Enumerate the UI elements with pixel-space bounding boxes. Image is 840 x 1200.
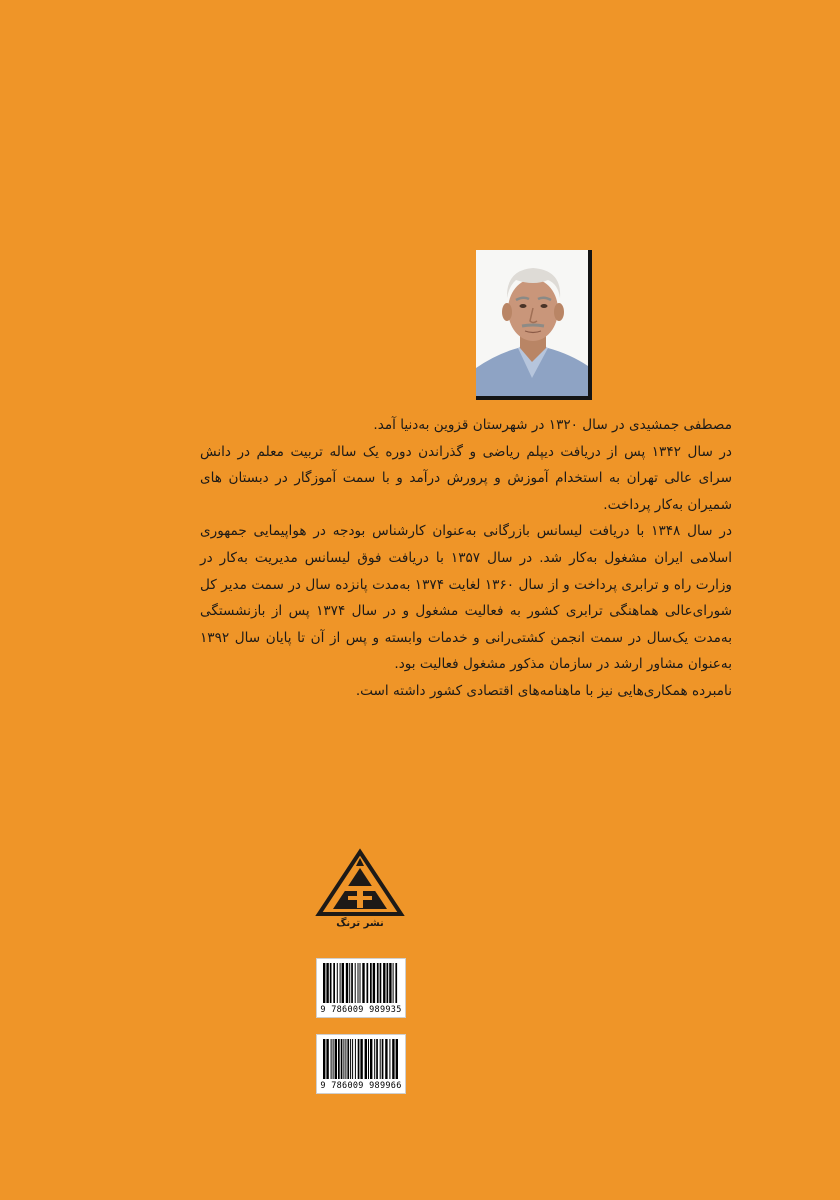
barcode-bar (349, 963, 350, 1003)
barcode-bar (380, 963, 382, 1003)
barcode-bar (346, 963, 348, 1003)
barcode-bar (360, 963, 361, 1003)
barcode-bar (341, 1039, 343, 1079)
barcode-bar (389, 1039, 390, 1079)
barcode-bar (365, 1039, 367, 1079)
barcode-bars (323, 963, 399, 1003)
barcode-bar (383, 963, 385, 1003)
barcode-bar (351, 963, 353, 1003)
barcode-bar (333, 963, 335, 1003)
barcode-bar (392, 1039, 394, 1079)
barcode-bar (342, 963, 344, 1003)
author-portrait-icon (476, 250, 588, 396)
barcode-number: 9 786009 989966 (320, 1081, 402, 1091)
barcode-bar (340, 963, 341, 1003)
barcode-bar (358, 1039, 360, 1079)
barcode-bar (396, 1039, 398, 1079)
barcode-bar (389, 963, 391, 1003)
author-photo (476, 250, 588, 396)
barcode-bar (330, 963, 332, 1003)
barcode-bar (374, 1039, 375, 1079)
author-photo-frame (476, 250, 592, 400)
barcode-bar (355, 1039, 356, 1079)
barcode-bar (326, 963, 328, 1003)
barcode-bar (360, 1039, 362, 1079)
bio-paragraph: مصطفی جمشیدی در سال ۱۳۲۰ در شهرستان قزوین به‌دنیا آمد. (373, 417, 732, 433)
barcode-bar (331, 1039, 332, 1079)
barcode-bar (350, 1039, 351, 1079)
bio-paragraph: نامبرده همکاری‌هایی نیز با ماهنامه‌های اقتصادی کشور داشته است. (355, 682, 732, 699)
barcode-bar (333, 1039, 334, 1079)
barcode-bar (337, 963, 338, 1003)
barcode-bar (370, 963, 372, 1003)
barcode-2 (316, 1034, 406, 1094)
barcode-bar (323, 1039, 325, 1079)
barcode-1 (316, 958, 406, 1018)
barcode-bar (343, 1039, 344, 1079)
barcode-bar (370, 1039, 372, 1079)
barcode-bar (358, 963, 359, 1003)
barcode-bar (352, 1039, 353, 1079)
barcode-bar (376, 1039, 378, 1079)
barcode-bar (368, 1039, 369, 1079)
barcode-bar (355, 963, 356, 1003)
bio-paragraph: در سال ۱۳۴۲ پس از دریافت دیپلم ریاضی و گذراندن دوره یک ساله تربیت معلم در دانش سرای عالی تهران به استخدام آموزش و پرورش درآمد و با سمت آموزگار در دبستان های شمیران به‌کار پرداخت. (200, 443, 732, 513)
barcode-bar (338, 1039, 340, 1079)
barcode-bar (373, 963, 375, 1003)
barcode-bar (335, 1039, 337, 1079)
publisher-name: نشر ترنگ (336, 918, 384, 929)
barcode-bar (385, 1039, 387, 1079)
barcode-number: 9 786009 989935 (320, 1005, 402, 1015)
barcode-bar (323, 963, 325, 1003)
barcode-bar (326, 1039, 328, 1079)
barcode-bar (393, 963, 394, 1003)
barcode-bar (380, 1039, 381, 1079)
barcode-bar (345, 1039, 346, 1079)
barcode-bar (377, 963, 379, 1003)
barcode-bar (395, 963, 397, 1003)
barcode-bar (367, 963, 369, 1003)
barcode-bar (347, 1039, 349, 1079)
barcode-bars (323, 1039, 399, 1079)
barcode-bar (382, 1039, 384, 1079)
author-biography (200, 412, 732, 705)
barcode-bar (362, 963, 364, 1003)
barcode-bar (387, 963, 389, 1003)
bio-paragraph: در سال ۱۳۴۸ با دریافت لیسانس بازرگانی به‌عنوان کارشناس بودجه در هواپیمایی جمهوری اسلامی ایران مشغول به‌کار شد. در سال ۱۳۵۷ با دریافت فوق لیسانس مدیریت به‌کار در وزارت راه و ترابری پرداخت و از سال ۱۳۶۰ لغایت ۱۳۷۴ به‌مدت پانزده سال در سمت مدیر کل شورای‌عالی هماهنگی ترابری کشور به فعالیت مشغول و در سال ۱۳۷۴ پس از بازنشستگی به‌مدت یک‌سال در سمت انجمن کشتی‌رانی و خدمات وابسته و پس از آن تا پایان سال ۱۳۹۲ به‌عنوان مشاور ارشد در سازمان مذکور مشغول فعالیت بود. (200, 523, 732, 673)
